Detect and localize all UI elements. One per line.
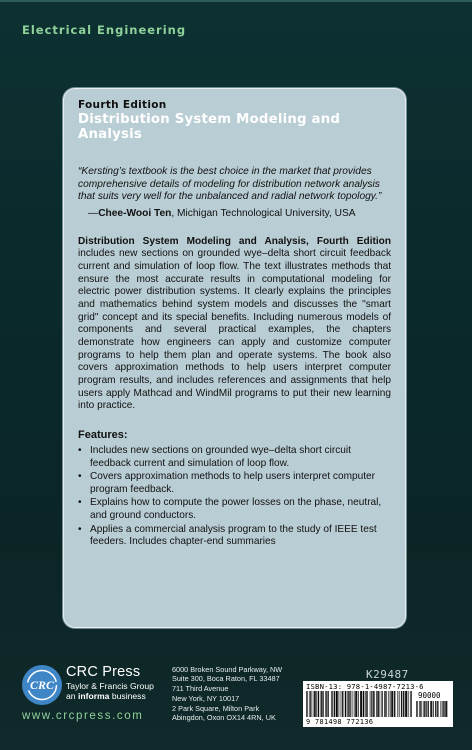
back-cover-panel xyxy=(63,88,406,628)
barcode-bar xyxy=(348,691,349,717)
barcode-bar xyxy=(382,691,383,717)
barcode-bar xyxy=(332,691,333,717)
barcode-bar xyxy=(379,691,380,717)
barcode-bar xyxy=(325,691,326,717)
isbn-text: ISBN-13: 978-1-4987-7213-6 xyxy=(306,682,424,691)
address-block: 6000 Broken Sound Parkway, NW Suite 300, Boca Raton, FL 33487 xyxy=(172,665,283,684)
barcode-bar xyxy=(447,701,448,717)
barcode-bar xyxy=(392,691,393,717)
barcode-bar xyxy=(314,691,315,717)
barcode-bar xyxy=(373,691,374,717)
isbn-barcode xyxy=(306,691,412,717)
barcode-bar xyxy=(428,701,429,717)
barcode-bar xyxy=(345,691,346,717)
barcode-bar xyxy=(391,691,392,717)
review-quote: “Kersting’s textbook is the best choice in the market that provides comprehensive details of modeling for distribution network analysis that suits very well for the unbalanced and radial network topology.” xyxy=(78,166,382,203)
barcode-bar xyxy=(318,691,319,717)
barcode-bar xyxy=(438,701,439,717)
barcode-bar xyxy=(365,691,366,717)
barcode-bar xyxy=(364,691,365,717)
barcode-bar xyxy=(336,691,337,717)
barcode-bar xyxy=(443,701,444,717)
barcode-bar xyxy=(399,691,400,717)
barcode-bar xyxy=(419,701,420,717)
barcode-bar xyxy=(445,701,446,717)
top-border xyxy=(0,0,472,2)
barcode-bar xyxy=(377,691,378,717)
barcode-bar xyxy=(441,701,442,717)
barcode-bar xyxy=(428,701,429,717)
barcode-bar xyxy=(345,691,346,717)
catalog-code: K29487 xyxy=(366,668,409,681)
barcode-bar xyxy=(410,691,411,717)
barcode-bar xyxy=(321,691,322,717)
barcode-bar xyxy=(436,701,437,717)
bullet-icon: • xyxy=(78,444,82,456)
bullet-icon: • xyxy=(78,471,82,483)
publisher-group: Taylor & Francis Group xyxy=(66,681,154,691)
barcode-bar xyxy=(433,701,434,717)
barcode-bar xyxy=(424,701,425,717)
barcode-bar xyxy=(444,701,445,717)
barcode-bar xyxy=(406,691,407,717)
barcode-bar xyxy=(363,691,364,717)
feature-item: • Explains how to compute the power losses on the phase, neutral, and ground conductors. xyxy=(78,497,382,521)
barcode-bar xyxy=(361,691,362,717)
barcode-bar xyxy=(354,691,355,717)
barcode-bar xyxy=(341,691,342,717)
barcode-bar xyxy=(437,701,438,717)
barcode-bar xyxy=(401,691,402,717)
bullet-icon: • xyxy=(78,523,82,535)
book-description xyxy=(78,236,391,413)
barcode-bar xyxy=(355,691,356,717)
barcode-bar xyxy=(435,701,436,717)
barcode-bar xyxy=(446,701,447,717)
barcode-bar xyxy=(405,691,406,717)
publisher-website[interactable]: www.crcpress.com xyxy=(22,710,144,722)
barcode-bar xyxy=(342,691,343,717)
price-code-text: 90000 xyxy=(418,691,441,700)
barcode-bar xyxy=(337,691,338,717)
barcode-bar xyxy=(417,701,418,717)
barcode-bar xyxy=(426,701,427,717)
barcode-bar xyxy=(374,691,375,717)
barcode-bar xyxy=(423,701,424,717)
barcode-bar xyxy=(361,691,362,717)
barcode-bar xyxy=(314,691,315,717)
barcode-bar xyxy=(336,691,337,717)
barcode-bar xyxy=(334,691,335,717)
barcode-label xyxy=(303,681,453,727)
barcode-bar xyxy=(394,691,395,717)
publisher-addresses xyxy=(172,665,282,723)
barcode-bar xyxy=(406,691,407,717)
barcode-bar xyxy=(395,691,396,717)
barcode-bar xyxy=(378,691,379,717)
quote-attribution xyxy=(78,208,391,219)
feature-item: • Applies a commercial analysis program to the study of IEEE test feeders. Includes chapter-end summaries xyxy=(78,523,377,548)
barcode-bar xyxy=(318,691,319,717)
book-title: Distribution System Modeling and Analysis xyxy=(78,112,341,142)
price-barcode xyxy=(416,701,448,723)
barcode-bar xyxy=(349,691,350,717)
description-lead: Distribution System Modeling and Analysis, Fourth Edition xyxy=(78,235,391,247)
barcode-bar xyxy=(358,691,359,717)
informa-brand: informa xyxy=(77,691,110,701)
address-block: 711 Third Avenue New York, NY 10017 xyxy=(172,684,240,703)
barcode-digits: 9 781498 772136 xyxy=(306,718,374,726)
attribution-dash: — xyxy=(88,207,99,219)
reviewer-name: Chee-Wooi Ten xyxy=(98,207,172,219)
barcode-bar xyxy=(352,691,353,717)
logo-text: CRC xyxy=(29,678,55,692)
barcode-bar xyxy=(442,701,443,717)
barcode-bar xyxy=(350,691,351,717)
barcode-bar xyxy=(367,691,368,717)
barcode-bar xyxy=(347,691,348,717)
barcode-bar xyxy=(328,691,329,717)
barcode-bar xyxy=(307,691,308,717)
barcode-bar xyxy=(321,691,322,717)
barcode-bar xyxy=(421,701,422,717)
barcode-bar xyxy=(381,691,382,717)
barcode-bar xyxy=(393,691,394,717)
barcode-bar xyxy=(309,691,310,717)
barcode-bar xyxy=(384,691,385,717)
barcode-bar xyxy=(310,691,311,717)
barcode-bar xyxy=(343,691,344,717)
features-heading: Features: xyxy=(78,428,128,441)
description-body: includes new sections on grounded wye–delta short circuit feedback current and simulation of loop flow. The text illustrates methods that ensure the most accurate results in computational modeling for electric power distribution systems. It clearly explains the principles and mathematics behind system models and discusses the "smart grid" concept and its special benefits. Including numerous models of components and several practical examples, the chapters demonstrate how engineers can apply and customize computer programs to help them plan and operate systems. The book also covers approximation methods to help users interpret computer program results, and includes references and assignments that help users apply Mathcad and WindMil programs to put their new learning into practice. xyxy=(78,248,391,412)
barcode-bar xyxy=(385,691,386,717)
barcode-bar xyxy=(370,691,371,717)
reviewer-affiliation: , Michigan Technological University, USA xyxy=(171,207,356,219)
subject-category: Electrical Engineering xyxy=(22,23,187,37)
barcode-bar xyxy=(388,691,389,717)
barcode-bar xyxy=(312,691,313,717)
barcode-bar xyxy=(397,691,398,717)
barcode-bar xyxy=(360,691,361,717)
publisher-business: an informa business xyxy=(66,691,146,701)
barcode-bar xyxy=(376,691,377,717)
barcode-bar xyxy=(373,691,374,717)
barcode-bar xyxy=(331,691,332,717)
barcode-bar xyxy=(326,691,327,717)
barcode-bar xyxy=(404,691,405,717)
barcode-bar xyxy=(316,691,317,717)
barcode-bar xyxy=(327,691,328,717)
publisher-brand xyxy=(66,664,154,701)
barcode-bar xyxy=(386,691,387,717)
barcode-bar xyxy=(334,691,335,717)
barcode-bar xyxy=(323,691,324,717)
barcode-bar xyxy=(366,691,367,717)
barcode-bar xyxy=(390,691,391,717)
barcode-bar xyxy=(357,691,358,717)
bullet-icon: • xyxy=(78,497,82,509)
barcode-bar xyxy=(315,691,316,717)
publisher-name: CRC Press xyxy=(66,664,141,680)
barcode-bar xyxy=(425,701,426,717)
barcode-bar xyxy=(432,701,433,717)
barcode-bar xyxy=(306,691,307,717)
features-list xyxy=(78,445,391,549)
crc-logo-icon xyxy=(21,664,63,706)
barcode-bar xyxy=(402,691,403,717)
barcode-bar xyxy=(403,691,404,717)
barcode-bar xyxy=(431,701,432,717)
barcode-bar xyxy=(356,691,357,717)
barcode-bar xyxy=(416,701,417,717)
barcode-bar xyxy=(339,691,340,717)
barcode-bar xyxy=(408,691,409,717)
barcode-bar xyxy=(430,701,431,717)
address-block: 2 Park Square, Milton Park Abingdon, Oxon OX14 4RN, UK xyxy=(172,703,276,723)
barcode-bar xyxy=(322,691,323,717)
feature-item: • Covers approximation methods to help users interpret computer program feedback. xyxy=(78,471,376,495)
barcode-bar xyxy=(371,691,372,717)
edition-label: Fourth Edition xyxy=(78,99,167,111)
feature-item: • Includes new sections on grounded wye–delta short circuit feedback current and simulation of loop flow. xyxy=(78,444,351,469)
barcode-bar xyxy=(411,691,412,717)
barcode-bar xyxy=(420,701,421,717)
